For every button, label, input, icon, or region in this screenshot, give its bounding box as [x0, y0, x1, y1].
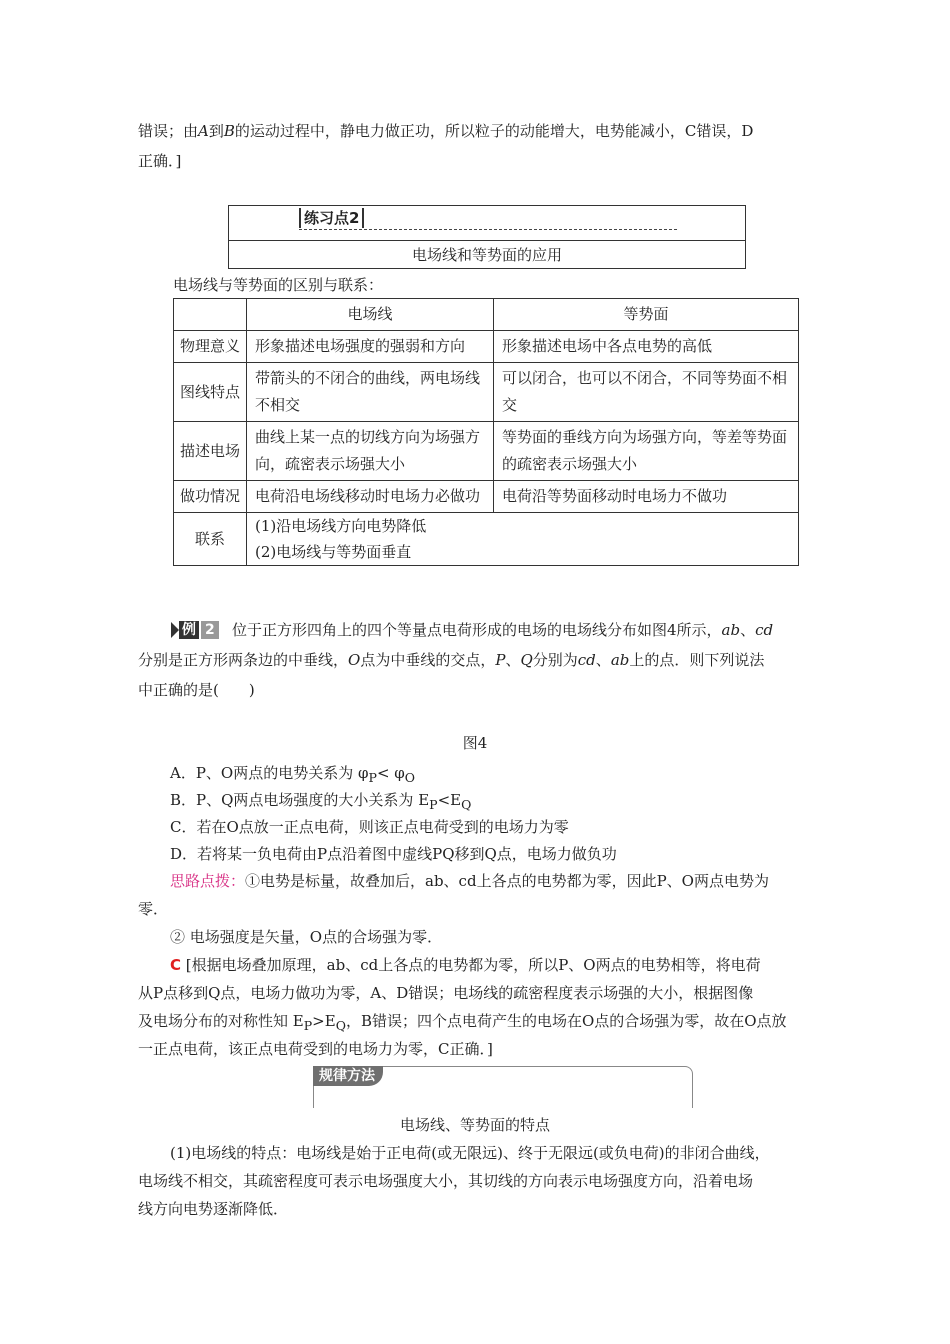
comparison-table	[173, 298, 799, 566]
hint-label: 思路点拨：	[170, 872, 246, 890]
answer-line-3	[138, 1008, 838, 1039]
subscript: Q	[461, 797, 472, 812]
answer-text: >E	[312, 1012, 336, 1030]
method-box	[313, 1066, 693, 1108]
option-text: < φ	[376, 764, 405, 782]
point-b: B	[223, 122, 235, 140]
row-label: 图线特点	[174, 363, 247, 422]
question-line-1	[232, 617, 838, 643]
row-label: 物理意义	[174, 331, 247, 363]
cell-link	[247, 513, 799, 566]
hint-text: ①电势是标量，故叠加后，ab、cd上各点的电势都为零，因此P、O两点电势为	[245, 872, 769, 890]
option-d[interactable]: D．若将某一负电荷由P点沿着图中虚线PQ移到Q点，电场力做负功	[170, 845, 617, 863]
answer-text: 及电场分布的对称性知 E	[138, 1012, 304, 1030]
table-row	[174, 481, 799, 513]
segment-ab: ab	[721, 621, 741, 639]
practice-tag: 练习点2	[299, 208, 364, 228]
point-p: P	[495, 651, 506, 669]
triangle-icon	[171, 622, 179, 638]
answer-text: ，B错误；四个点电荷产生的电场在O点的合场强为零，故在O点放	[345, 1012, 787, 1030]
question-text: 分别为	[532, 651, 578, 669]
method-para-line-3: 线方向电势逐渐降低．	[138, 1200, 289, 1218]
option-text: P、Q两点电场强度的大小关系为 E	[196, 791, 430, 809]
option-text: P、O两点的电势关系为 φ	[195, 764, 369, 782]
link-item: (1)沿电场线方向电势降低	[255, 517, 427, 535]
point-q: Q	[520, 651, 533, 669]
method-title: 电场线、等势面的特点	[399, 1116, 550, 1134]
intro-text: 到	[208, 122, 224, 140]
intro-line-1	[138, 118, 838, 144]
subscript: O	[404, 770, 416, 785]
answer-line-1	[170, 952, 838, 978]
segment-ab: ab	[610, 651, 630, 669]
subscript: P	[429, 797, 438, 812]
practice-box	[228, 205, 746, 269]
option-letter: B．	[170, 791, 197, 809]
example-label: 例	[179, 621, 199, 639]
question-text: 分别是正方形两条边的中垂线，	[138, 651, 349, 669]
cell-field-line: 形象描述电场强度的强弱和方向	[247, 331, 494, 363]
intro-text: 错误；由	[138, 122, 199, 140]
option-text: <E	[437, 791, 462, 809]
subscript: P	[368, 770, 377, 785]
question-text: 上的点．则下列说法	[629, 651, 765, 669]
question-line-3: 中正确的是( )	[138, 681, 255, 699]
table-corner	[174, 299, 247, 331]
table-row	[174, 331, 799, 363]
answer-text: [根据电场叠加原理，ab、cd上各点的电势都为零，所以P、O两点的电势相等，将电荷	[185, 956, 761, 974]
segment-cd: cd	[577, 651, 596, 669]
cell-equipotential: 等势面的垂线方向为场强方向，等差等势面的疏密表示场强大小	[494, 422, 799, 481]
question-text: 点为中垂线的交点，	[360, 651, 496, 669]
option-letter: A．	[170, 764, 196, 782]
table-header-row	[174, 299, 799, 331]
practice-title: 电场线和等势面的应用	[411, 246, 562, 264]
cell-field-line: 带箭头的不闭合的曲线，两电场线不相交	[247, 363, 494, 422]
answer-line-4: 一正点电荷，该正点电荷受到的电场力为零，C正确．]	[138, 1040, 493, 1058]
separator: 、	[505, 651, 521, 669]
dashed-divider	[299, 229, 677, 230]
method-para-line-2: 电场线不相交，其疏密程度可表示电场强度大小，其切线的方向表示电场强度方向，沿着电场	[138, 1172, 754, 1190]
cell-equipotential: 可以闭合，也可以不闭合，不同等势面不相交	[494, 363, 799, 422]
table-row	[174, 363, 799, 422]
hint-line-1	[170, 868, 838, 894]
link-item: (2)电场线与等势面垂直	[255, 543, 412, 561]
segment-cd: cd	[755, 621, 774, 639]
subscript: P	[303, 1018, 313, 1033]
question-text: 位于正方形四角上的四个等量点电荷形成的电场的电场线分布如图4所示，	[232, 621, 722, 639]
cell-equipotential: 形象描述电场中各点电势的高低	[494, 331, 799, 363]
intro-line-2: 正确．]	[138, 152, 182, 170]
cell-field-line: 曲线上某一点的切线方向为场强方向，疏密表示场强大小	[247, 422, 494, 481]
figure-caption: 图4	[462, 734, 488, 752]
column-header: 电场线	[247, 299, 494, 331]
hint-line-2: ② 电场强度是矢量，O点的合场强为零．	[170, 928, 443, 946]
method-tag: 规律方法	[313, 1066, 383, 1086]
practice-header-row	[229, 206, 745, 241]
table-row	[174, 513, 799, 566]
row-label: 联系	[174, 513, 247, 566]
method-para-line-1: (1)电场线的特点：电场线是始于正电荷(或无限远)、终于无限远(或负电荷)的非闭合曲线，	[170, 1144, 770, 1162]
point-a: A	[198, 122, 209, 140]
table-row	[174, 422, 799, 481]
cell-field-line: 电荷沿电场线移动时电场力必做功	[247, 481, 494, 513]
separator: 、	[740, 621, 756, 639]
intro-text: 的运动过程中，静电力做正功，所以粒子的动能增大，电势能减小，C错误，D	[234, 122, 754, 140]
subscript: Q	[335, 1018, 346, 1033]
answer-line-2: 从P点移到Q点，电场力做功为零，A、D错误；电场线的疏密程度表示场强的大小，根据图像	[138, 984, 754, 1002]
table-intro: 电场线与等势面的区别与联系：	[173, 276, 384, 294]
example-marker	[171, 621, 219, 639]
point-o: O	[348, 651, 361, 669]
row-label: 做功情况	[174, 481, 247, 513]
hint-line-1b: 零．	[138, 900, 169, 918]
row-label: 描述电场	[174, 422, 247, 481]
cell-equipotential: 电荷沿等势面移动时电场力不做功	[494, 481, 799, 513]
question-line-2	[138, 647, 838, 673]
example-number: 2	[201, 621, 219, 639]
option-c[interactable]: C．若在O点放一正点电荷，则该正点电荷受到的电场力为零	[170, 818, 569, 836]
column-header: 等势面	[494, 299, 799, 331]
answer-letter: C	[170, 956, 182, 974]
separator: 、	[595, 651, 611, 669]
